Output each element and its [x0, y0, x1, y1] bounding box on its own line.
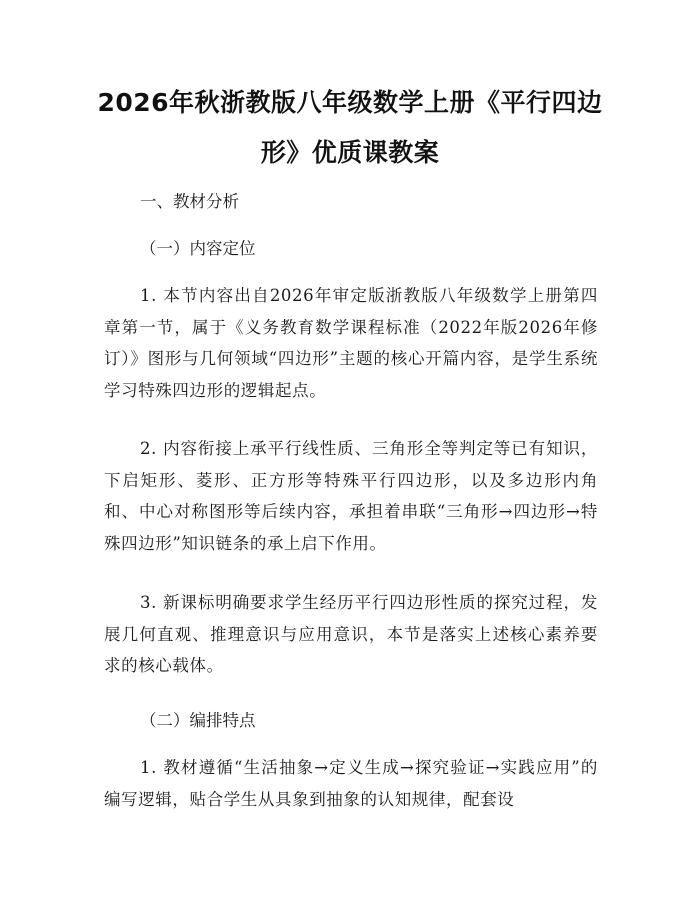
paragraph: 2. 内容衔接上承平行线性质、三角形全等判定等已有知识，下启矩形、菱形、正方形等特殊平行四边形，以及多边形内角和、中心对称图形等后续内容，承担着串联“三角形→四边形→特殊四边形”知识链条的承上启下作用。 [104, 439, 598, 553]
section-heading-textbook-analysis: 一、教材分析 [140, 192, 239, 211]
subsection-heading-content-positioning: （一）内容定位 [140, 239, 256, 258]
paragraph: 1. 本节内容出自2026年审定版浙教版八年级数学上册第四章第一节，属于《义务教育数学课程标准（2022年版2026年修订）》图形与几何领域“四边形”主题的核心开篇内容，是学生系统学习特殊四边形的逻辑起点。 [104, 286, 598, 400]
document-title-line-2: 形》优质课教案 [260, 138, 440, 167]
paragraph: 3. 新课标明确要求学生经历平行四边形性质的探究过程，发展几何直观、推理意识与应用意识，本节是落实上述核心素养要求的核心载体。 [104, 593, 598, 675]
document-title-line-1: 2026年秋浙教版八年级数学上册《平行四边 [97, 88, 603, 117]
subsection-heading-arrangement-features: （二）编排特点 [140, 711, 256, 730]
paragraph: 1. 教材遵循“生活抽象→定义生成→探究验证→实践应用”的编写逻辑，贴合学生从具象到抽象的认知规律，配套设 [104, 758, 598, 809]
